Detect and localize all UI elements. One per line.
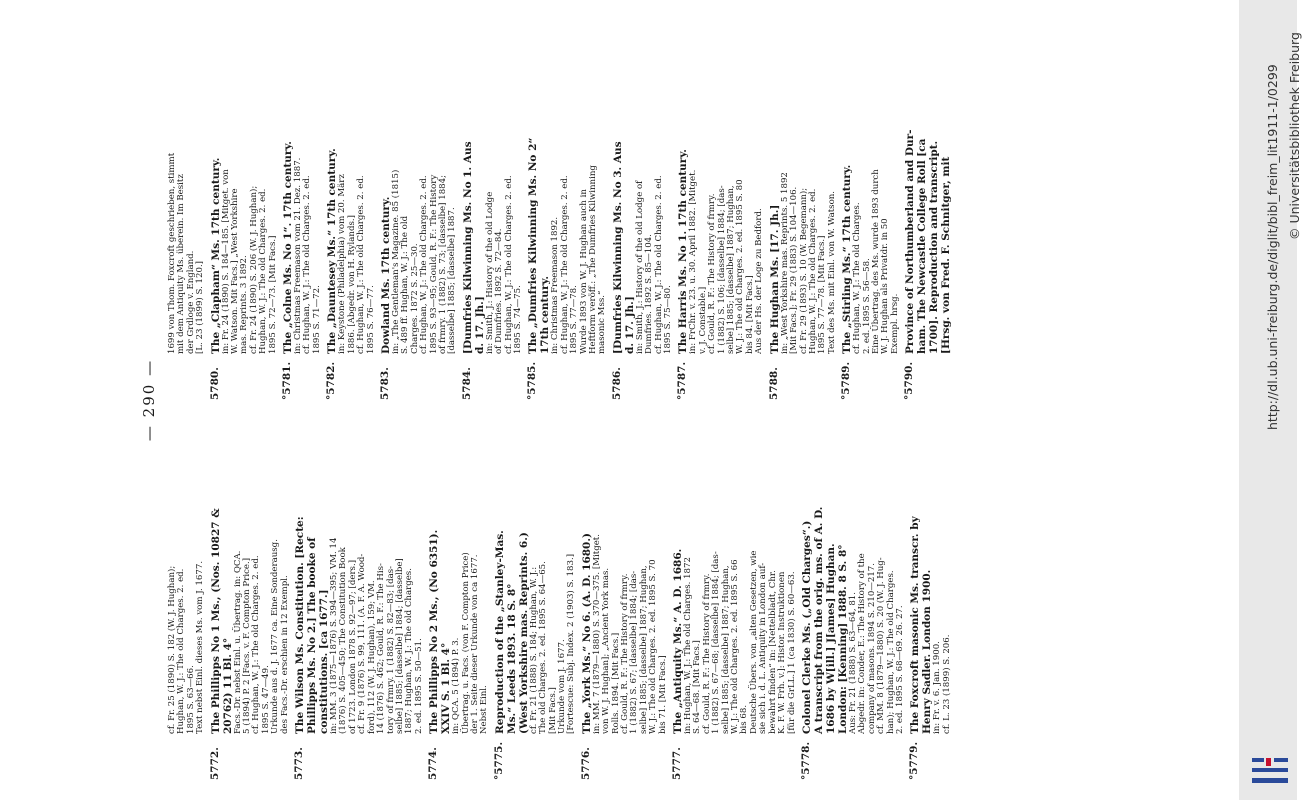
entry-number: °5787. <box>676 361 689 400</box>
entry-body-line: cf. Hughan, W. J.: The old Charges. 2. ed. <box>503 175 514 354</box>
entry-body-line: ford), 112 (W. J. Hughan), 159; VM. <box>366 580 377 734</box>
entry-body-line: selbe] 1885; [dasselbe] 1887; Hughan, <box>638 565 649 734</box>
entry-body-line: cf. Fr. 21 (1888) S. 184; Hughan, W. J.: <box>528 566 539 734</box>
entry-body-line: in: „The Gentleman's Magazine. 85 (1815) <box>390 169 401 354</box>
entry-number: 5773. <box>293 747 306 780</box>
page-number-header: — 290 — <box>140 358 158 442</box>
entry-body-line: of frmry. 1 (1882) S. 73; [dasselbe] 1884; <box>437 175 448 354</box>
entry-body-line: Nebst Einl. <box>479 685 490 734</box>
entry-body-line: masonic Mss.“ <box>597 290 608 354</box>
entry-body-line: 1 (1882) S. 67; [dasselbe] 1884; [das- <box>629 570 640 734</box>
continued-line: mit dem Antiquity Ms. überein. Im Besitz <box>176 174 187 354</box>
entry-title-line: The „Clapham“ Ms. 17th century. <box>209 157 222 354</box>
entry-body-line: cf. Hughan, W. J.: The old Charges. 2. ed. <box>251 555 262 734</box>
entry-body-line: (1876) S. 405—450; The Constitution Book <box>338 547 349 734</box>
entry-body-line: Urkunde aus d. J. 1677 ca. Eine Sonderausg. <box>270 539 281 734</box>
entry-body-line: 1895 S. 77—78. [Mit Facs.] <box>817 235 828 354</box>
entry-title-line: Dowland Ms. 17th century. <box>379 196 392 354</box>
bibliography-entry <box>672 440 797 780</box>
entry-body-line: 2. ed. 1895 S. 56—58. <box>861 258 872 354</box>
entry-body-line: 1 (1882) S. 67—68; [dasselbe] 1884; [das- <box>711 551 722 734</box>
entry-body-line: S. 64—68. [Mit Facs.] <box>692 640 703 734</box>
entry-number: 5776. <box>579 747 592 780</box>
entry-title-line: The „Antiquity Ms.“ A. D. 1686. <box>672 548 685 734</box>
entry-body-line: v. J. Constable.] <box>697 286 708 354</box>
entry-body-line: 1895 S. 75—80. <box>663 285 674 354</box>
entry-body-line: cf. Gould, R. F.: The History of frmry. <box>620 573 630 734</box>
entry-body-line: in: MM. 7 (1879—1880) S. 370—375. [Mitget. <box>591 534 602 734</box>
entry-body-line: 1895 S. 93—95; Gould, R. F.: The History <box>428 174 439 354</box>
entry-title-line: Province of Northumberland and Dur- <box>904 129 917 354</box>
entry-body-line: tory of frmry. 1 (1882) S. 82—83; [das- <box>385 565 396 734</box>
bibliography-entry <box>581 440 668 780</box>
entry-body-line: cf. Gould, R. F.: The History of frmry. <box>707 193 718 354</box>
entry-body-line: 1895 S. 77—78. <box>569 285 580 354</box>
scanned-page <box>10 0 1230 800</box>
entry-body-line: in: Christmas Freemason 1892. <box>550 216 561 354</box>
entry-body-line: cf. Hughan, W. J.: The old Charges. 2. ed. <box>302 175 313 354</box>
entry-body-line: cf. Hughan, W. J.: The old Charges. 2. ed. <box>653 175 664 354</box>
entry-number: 5777. <box>671 747 684 780</box>
bibliography-entry <box>677 60 764 400</box>
entry-body-line: Hughan, W. J.: The old Charges. 2. ed. <box>807 188 818 354</box>
entry-body-line: bis 84. [Mit Facs.] <box>744 275 755 354</box>
bibliography-entry <box>841 60 900 400</box>
entry-body-line: bis 71. [Mit Facs.] <box>657 655 668 734</box>
entry-title-line: The „York Ms.“ No 6. (A. D. 1680.) <box>580 533 593 734</box>
entry-body-line: in: FrChr. v. 23. u. 30. April 1882. [Mitget. <box>688 169 699 354</box>
entry-number: °5775. <box>492 741 505 780</box>
entry-body-line: of Dumfries. 1892 S. 72—84. <box>494 228 505 354</box>
entry-body-line: in: QCA. 5 (1894) P. 3. <box>451 637 462 734</box>
entry-title-line: Henry Sadler. London 1900. <box>921 569 934 734</box>
entry-body-line: Aus: Fr. 21 (1888) S. 63—64, 81. <box>847 592 858 734</box>
entry-body-line: selbe] 1885; [dasselbe] 1887; Hughan, <box>720 565 731 734</box>
entry-number: °5782. <box>325 361 338 400</box>
entry-title-line: [Dumfries Kilwinning Ms. No 1. Aus <box>461 141 474 354</box>
entry-body-line: W. J.: The old Charges. 2. ed. 1895 S. 66 <box>730 559 741 734</box>
entry-body-line: in: Fr. 24 (1890) S. 184—185. [Mitget. von <box>220 169 231 354</box>
left-column <box>168 440 956 780</box>
entry-body-line: der 1. Seite dieser Urkunde von ca 1677. <box>469 554 480 734</box>
entry-body-line: 5 (1894) P. 2 [Facs. v. F. Compton Price.] <box>242 557 253 734</box>
entry-number: °5789. <box>840 361 853 400</box>
entry-body-line: W. J.: The old Charges. 2. ed. 1895 S. 70 <box>648 559 659 734</box>
entry-number: °5781. <box>281 361 294 400</box>
entry-title-line: The Harris Ms. No 1. 17th century. <box>677 149 690 354</box>
entry-number: °5778. <box>799 741 812 780</box>
entry-body-line: 2. ed. 1895 S. 68—69. 26. 27. <box>894 605 905 734</box>
entry-number: 5784. <box>460 367 473 400</box>
entry-body-line: W. Watson. Mit Facs.] „West Yorkshire <box>230 188 241 354</box>
continued-text <box>168 60 206 400</box>
entry-body-line: cf. Hughan, W. J.: The old Charges. 2. ed. <box>356 175 367 354</box>
bibliography-entry <box>909 440 952 780</box>
entry-body-line: W. J.: The old Charges. 2. ed. 1895 S. 80 <box>735 179 746 354</box>
permalink-url-text[interactable]: http://dl.ub.uni-freiburg.de/diglit/bibl_freim_lit1911-1/0299 <box>1265 64 1280 430</box>
entry-body-line: Abgedr. in: Conder, E.: The History of the <box>857 553 868 734</box>
bibliography-entry <box>210 60 278 400</box>
entry-body-line: cf. Hughan, W. J.: The old Charges. 2. ed. <box>419 175 430 354</box>
entry-body-line: 1895 S. 71—72. <box>311 285 322 354</box>
entry-title-line: The „Colne Ms. No 1“. 17th century. <box>282 141 295 354</box>
entry-title-line: 1686 by W[ill.] J[ames] Hughan. <box>824 543 837 734</box>
university-library-logo-icon <box>1248 748 1292 792</box>
entry-body-line: The old Charges. 2. ed. 1895 S. 64—65. <box>538 561 549 734</box>
entry-title-line: The Phillipps No 1 Ms., (Nos. 10827 & <box>209 508 222 734</box>
entry-body-line: in: Christmas Freemason vom 21. Dez. 1887. <box>293 157 304 354</box>
entry-body-line: Eine Übertrag. des Ms. wurde 1893 durch <box>870 169 881 354</box>
entry-title-line: Ms.“ Leeds 1893. 18 S. 8° <box>505 583 518 734</box>
entry-title-line: Phillipps Ms. No 2.] The booke of <box>306 537 319 734</box>
continued-line: Hughan, W. J.: The old Charges. 2. ed. <box>176 568 187 734</box>
entry-title-line: A transcript from the orig. ms. of A. D. <box>812 506 825 734</box>
entry-body-line: 1887; Hughan, W. J.: The old Charges. <box>404 568 415 734</box>
entry-title-line: XXIV S. 1 Bl. 4° <box>440 642 453 734</box>
entry-title-line: The Phillipps No 2 Ms., (No 6351). <box>428 529 441 734</box>
entry-number: °5785. <box>526 361 539 400</box>
entry-body-line: [Mit Facs.]; Fr. 29 (1883) S. 104—106. <box>789 186 800 354</box>
entry-body-line: Facs.-Dr. nebst Einl. u. Übertrag. in: QCA. <box>232 550 243 734</box>
entry-title-line: d. 17. Jh.] <box>623 296 636 354</box>
entry-body-line: [Mit Facs.] <box>547 687 558 734</box>
entry-number: 5772. <box>208 747 221 780</box>
entry-title-line: 20762) 11 Bl. 4° <box>221 637 234 734</box>
continued-line: der Grdloge v. England. <box>185 250 196 354</box>
entry-body-line: von W. J. Hughan]; „Ancient York mas. <box>601 567 612 734</box>
bibliography-entry <box>612 60 674 400</box>
continued-line: cf. Fr. 25 (1890) S. 182 (W. J. Hughan); <box>167 565 177 734</box>
entry-title-line: [Hrsg. von Fred. F. Schnitger, mit <box>940 156 953 354</box>
entry-body-line: selbe] 1885; [dasselbe] 1884; [dasselbe] <box>394 558 405 734</box>
entry-body-line: [für die GrLL.] 1 (ca 1830) S. 60—63. <box>786 571 797 734</box>
entry-number: 5774. <box>427 747 440 780</box>
entry-number: 5780. <box>208 367 221 400</box>
bibliography-entry <box>527 60 607 400</box>
entry-body-line: 1895 S. 74—75. <box>512 285 523 354</box>
entry-body-line: bis 68. <box>739 704 750 734</box>
entry-body-line: of 1723. London 1878 S. 92—97; [ders.] <box>347 559 358 734</box>
entry-title-line: Colonel Clerke Ms. („Old Charges“.) <box>800 520 813 734</box>
entry-body-line: cf. L. 23 (1899) S. 206. <box>941 634 952 734</box>
entry-body-line: Exempl. hrsg. <box>889 293 900 354</box>
entry-title-line: The Hughan Ms. [17. Jh.] <box>768 204 781 354</box>
entry-body-line: Übertrag. u. Facs. (von F. Compton Price) <box>460 552 471 734</box>
entry-body-line: Deutsche Übers. von „alten Gesetzen, wie <box>748 550 759 734</box>
entry-body-line: in: Smith, J.: History of the old Lodge of <box>634 180 645 354</box>
bibliography-entry <box>294 440 424 780</box>
entry-body-line: 1895 S. 72—73. [Mit Facs.] <box>267 235 278 354</box>
library-credit-text: © Universitätsbibliothek Freiburg <box>1287 32 1302 240</box>
bibliography-entry <box>210 440 290 780</box>
entry-body-line: des Facs.-Dr. erschien in 12 Exempl. <box>279 575 290 734</box>
continued-line: Text nebst Einl. dieses Ms. vom J. 1677. <box>195 560 206 734</box>
entry-body-line: sie sich i. d. L. Antiquity in London auf- <box>758 562 769 734</box>
entry-body-line: cf. Fr. 29 (1893) S. 10 (W. Begemann); <box>798 187 809 354</box>
entry-body-line: in: Fr. v. 6. Jan. 1900. <box>932 641 943 734</box>
entry-body-line: Wurde 1893 von W. J. Hughan auch in <box>578 189 589 354</box>
entry-body-line: in: Keystone (Philadelphia) vom 20. März <box>337 174 348 354</box>
bibliography-entry <box>462 60 524 400</box>
entry-body-line: cf. Hughan, W. J.: The old Charges. <box>852 202 863 354</box>
library-credit <box>1267 10 1302 240</box>
entry-body-line: Rolls. 1894. [Mit Facs.] <box>610 632 621 734</box>
bibliography-entry <box>494 440 577 780</box>
entry-body-line: 2. ed. 1895 S. 50—51. <box>413 638 424 734</box>
entry-body-line: Heftform veröff.: „The Dumfries Kilwinning <box>588 165 598 354</box>
entry-body-line: cf. MM. 8 (1879—1880) S. 20 (W. J. Hug- <box>876 557 887 734</box>
entry-body-line: selbe] 1885; [dasselbe] 1887; Hughan, <box>726 185 737 354</box>
entry-body-line: Aus der Hs. der Loge zu Bedford. <box>754 208 765 354</box>
entry-title-line: The „Dumfries Kilwinning Ms. No 2“ <box>527 137 540 354</box>
entry-body-line: Dumfries. 1892 S. 85—104. <box>644 234 655 354</box>
bibliography-entry <box>769 60 837 400</box>
entry-body-line: in: Hughan, W. J.: The old Charges. 1872 <box>683 557 694 734</box>
bibliography-entry <box>904 60 952 400</box>
entry-body-line: in: MM. 3 (1875—1876) S. 394—395; VM. 14 <box>329 537 340 734</box>
entry-body-line: [Fortescue: Subj. Index. 2 (1903) S. 183.] <box>566 553 577 734</box>
entry-title-line: The „Stirling Ms.“ 17th century. <box>841 164 854 354</box>
entry-number: °5779. <box>908 741 921 780</box>
entry-title-line: d. 17. Jh.] <box>473 296 486 354</box>
bibliography-entry <box>326 60 376 400</box>
entry-title-line: The Foxcroft masonic Ms. transcr. by <box>909 516 922 734</box>
entry-body-line: 14 (1876) S. 462; Gould, R. F.: The His- <box>376 563 387 734</box>
continued-line: [L. 23 (1899) S. 120.] <box>195 260 206 354</box>
entry-body-line: Hughan, W. J.: The old Charges. 2. ed. <box>258 188 269 354</box>
entry-body-line: mas. Reprints. 3 1892. <box>239 255 250 354</box>
entry-body-line: S. 489 ff. Hughan, W. J.: The old <box>400 215 411 354</box>
entry-body-line: 1 (1882) S. 106; [dasselbe] 1884; [das- <box>716 185 727 354</box>
entry-title-line: (West Yorkshire mas. Reprints. 6.) <box>517 532 530 734</box>
entry-body-line: K. F. W. Frh. v.]: Histor. Instruktionen <box>777 571 788 734</box>
continued-line: 1895 S. 63—66. <box>185 665 196 734</box>
entry-body-line: cf. Gould, R. F.: The History of frmry. <box>701 573 712 734</box>
entry-title-line: ham. The Newcastle College Roll [ca <box>916 138 929 354</box>
entry-number: 5783. <box>378 367 391 400</box>
bibliography-entry <box>282 60 322 400</box>
entry-title-line: 1700]. Reproduction and transcript. <box>928 140 941 354</box>
bibliography-entry <box>380 60 458 400</box>
entry-body-line: bewahrt finden“ in: [Nettelbladt, Chr. <box>767 570 778 734</box>
entry-body-line: in: Smith, J.: History of the old Lodge <box>484 191 495 354</box>
entry-number: 5788. <box>767 367 780 400</box>
bibliography-entry <box>801 440 905 780</box>
entry-body-line: 1895 S. 76—77. <box>365 285 376 354</box>
continued-line: 1699 von Thom. Foxcroft geschrieben, stimmt <box>167 152 177 354</box>
entry-body-line: Urkunde vom J. 1677. <box>556 639 567 734</box>
entry-body-line: cf. Fr. 9 (1876) S. 99, 111. (A. F. A. Wood- <box>357 553 368 734</box>
entry-title-line: constitutions. [ca 1677.] <box>318 589 331 734</box>
entry-title-line: The „Dauntesey Ms.“ 17th century. <box>326 148 339 354</box>
entry-body-line: 1886. [Abgedr. von H. Rylands.] <box>346 215 357 354</box>
entry-number: °5790. <box>903 361 916 400</box>
entry-number: 5786. <box>610 367 623 400</box>
entry-body-line: cf. Fr. 24 (1890) S. 206 (W. J. Hughan); <box>248 185 259 354</box>
bibliography-entry <box>428 440 490 780</box>
right-column <box>168 60 956 400</box>
entry-body-line: Charges. 1872 S. 25—30. <box>409 243 420 354</box>
entry-body-line: Text des Ms. mit Einl. von W. Watson. <box>826 190 837 354</box>
entry-title-line: [Dumfries Kilwinning Ms. No 3. Aus <box>611 141 624 354</box>
entry-body-line: in: „West Yorkshire mas. Reprints. 5 1892 <box>779 172 790 354</box>
entry-title-line: 17th century. <box>539 275 552 354</box>
entry-title-line: The Wilson Ms. Constitution. [Recte: <box>294 516 307 734</box>
continued-text <box>168 440 206 780</box>
entry-body-line: company of masons. 1894 S. 210—217. <box>866 562 877 734</box>
entry-body-line: 1895 S. 47—49. <box>260 665 271 734</box>
entry-body-line: cf. Hughan, W. J.: The old Charges. 2. ed. <box>559 175 570 354</box>
entry-body-line: han); Hughan, W. J.: The old Charges. <box>885 570 896 734</box>
entry-body-line: W. J. Hughan als Privatdr. in 50 <box>880 218 891 354</box>
entry-title-line: London: [Kenning] 1888. 8 S. 8° <box>836 544 849 734</box>
entry-title-line: Reproduction of the „Stanley-Mas. <box>493 530 506 734</box>
entry-body-line: [dasselbe] 1885; [dasselbe] 1887. <box>447 207 458 354</box>
